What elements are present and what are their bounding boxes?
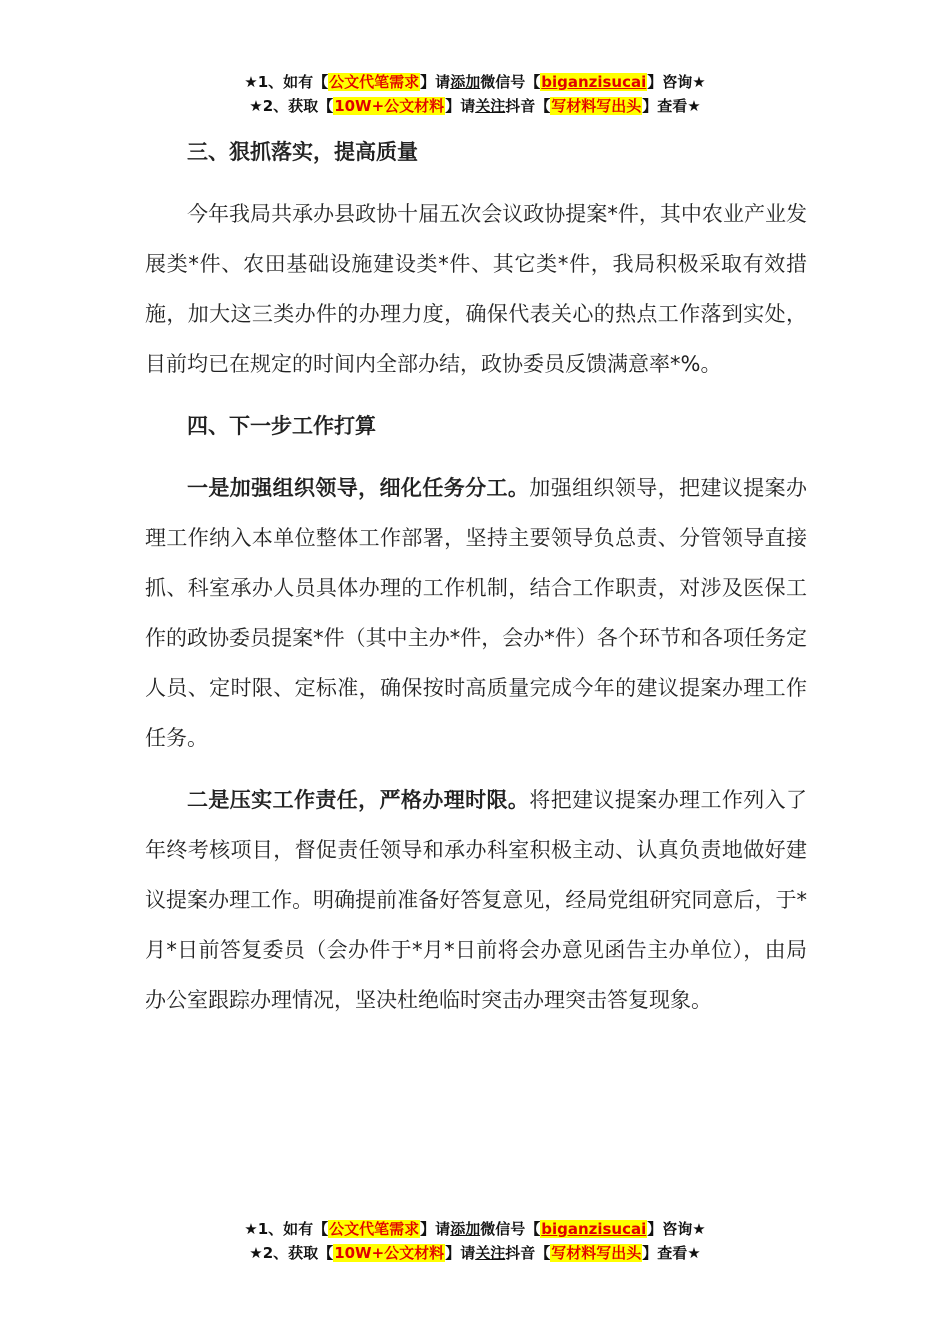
banner-highlight: 写材料写出头 [551, 1244, 642, 1262]
banner-highlight: 公文代笔需求 [329, 1220, 420, 1238]
point-1-lead: 一是加强组织领导，细化任务分工。 [187, 476, 530, 500]
top-banner [0, 70, 950, 118]
section-heading-3: 三、狠抓落实，提高质量 [187, 140, 418, 164]
document-body [145, 127, 807, 1037]
section-heading-4: 四、下一步工作打算 [187, 414, 376, 438]
banner-text: ★2、获取【 [249, 97, 334, 115]
banner-text: 】请 [445, 97, 476, 115]
banner-highlight: 10W+公文材料 [334, 1244, 445, 1262]
point-2-body: 将把建议提案办理工作列入了年终考核项目，督促责任领导和承办科室积极主动、认真负责地做好建议提案办理工作。明确提前准备好答复意见，经局党组研究同意后，于*月*日前答复委员（会办件于*月*日前将会办意见函告主办单位），由局办公室跟踪办理情况，坚决杜绝临时突击办理突击答复现象。 [145, 788, 808, 1012]
bottom-banner [0, 1217, 950, 1265]
banner-highlight: 10W+公文材料 [334, 97, 445, 115]
banner-text: 微信号【 [480, 73, 541, 91]
banner-text: 】请 [420, 73, 451, 91]
banner-text: 】查看★ [642, 97, 701, 115]
point-1-body: 加强组织领导，把建议提案办理工作纳入本单位整体工作部署，坚持主要领导负总责、分管领导直接抓、科室承办人员具体办理的工作机制，结合工作职责，对涉及医保工作的政协委员提案*件（其中主办*件，会办*件）各个环节和各项任务定人员、定时限、定标准，确保按时高质量完成今年的建议提案办理工作任务。 [145, 476, 808, 750]
banner-highlight: 公文代笔需求 [329, 73, 420, 91]
paragraph-point-2 [145, 775, 807, 1025]
banner-text: 】咨询★ [647, 1220, 706, 1238]
banner-line-1 [0, 70, 950, 94]
paragraph-section-3: 今年我局共承办县政协十届五次会议政协提案*件，其中农业产业发展类*件、农田基础设施建设类*件、其它类*件，我局积极采取有效措施，加大这三类办件的办理力度，确保代表关心的热点工作落到实处，目前均已在规定的时间内全部办结，政协委员反馈满意率*%。 [145, 202, 807, 376]
paragraph-point-1 [145, 463, 807, 763]
banner-underlined: 添加 [450, 1220, 481, 1238]
banner-text: ★1、如有【 [244, 1220, 329, 1238]
banner-text: 】请 [445, 1244, 476, 1262]
wechat-id-highlight: biganzisucai [541, 1220, 647, 1238]
banner-text: 微信号【 [480, 1220, 541, 1238]
banner-text: 】请 [420, 1220, 451, 1238]
banner-underlined: 关注 [475, 97, 506, 115]
point-2-lead: 二是压实工作责任，严格办理时限。 [187, 788, 530, 812]
banner-line-2 [0, 94, 950, 118]
banner-text: 】咨询★ [647, 73, 706, 91]
banner-text: 抖音【 [505, 1244, 551, 1262]
banner-text: ★1、如有【 [244, 73, 329, 91]
banner-text: 抖音【 [505, 97, 551, 115]
banner-line-1 [0, 1217, 950, 1241]
banner-underlined: 关注 [475, 1244, 506, 1262]
banner-text: ★2、获取【 [249, 1244, 334, 1262]
banner-text: 】查看★ [642, 1244, 701, 1262]
wechat-id-highlight: biganzisucai [541, 73, 647, 91]
banner-line-2 [0, 1241, 950, 1265]
banner-highlight: 写材料写出头 [551, 97, 642, 115]
banner-underlined: 添加 [450, 73, 481, 91]
